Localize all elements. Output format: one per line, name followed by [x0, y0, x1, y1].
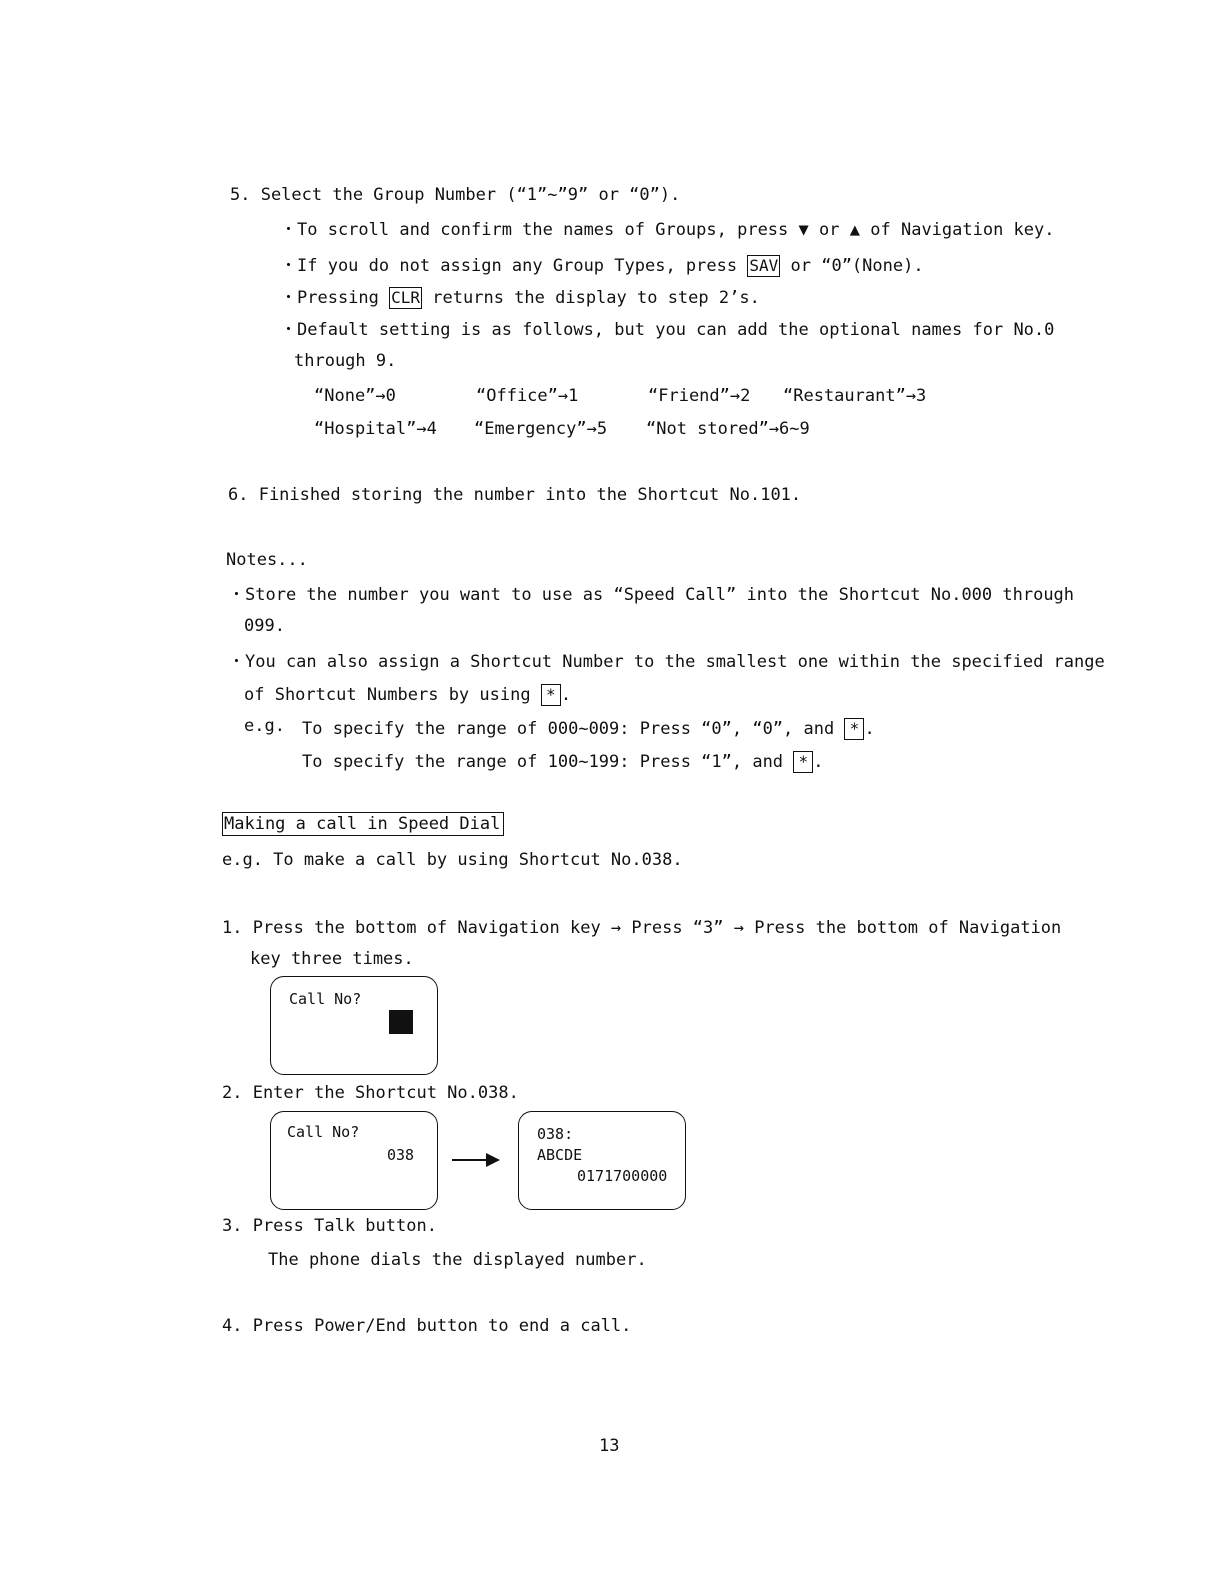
- note-speed-call: ・Store the number you want to use as “Speed Call” into the Shortcut No.000 through: [228, 585, 1075, 605]
- lcd-prompt: Call No?: [289, 990, 362, 1008]
- bullet-navkey-text: of Navigation key.: [870, 220, 1055, 240]
- note-assign: ・You can also assign a Shortcut Number to the smallest one within the specified range: [228, 652, 1105, 672]
- period: .: [560, 685, 572, 705]
- lcd-screen-entered: [270, 1111, 438, 1210]
- step5-heading: 5. Select the Group Number (“1”~”9” or “0”).: [230, 185, 681, 205]
- eg-range-100: [302, 751, 824, 773]
- step3-text: 3. Press Talk button.: [222, 1216, 437, 1236]
- group-hospital: “Hospital”→4: [314, 419, 437, 439]
- sav-key: SAV: [749, 256, 779, 275]
- speed-dial-example: e.g. To make a call by using Shortcut No.038.: [222, 850, 683, 870]
- lcd-phone-number: 0171700000: [577, 1167, 668, 1185]
- group-none: “None”→0: [314, 386, 396, 406]
- group-restaurant: “Restaurant”→3: [783, 386, 927, 406]
- bullet-scroll-text: ・To scroll and confirm the names of Groups, press: [280, 220, 789, 240]
- up-arrow-icon: ▲: [849, 220, 861, 240]
- step5-bullet-sav: [280, 255, 924, 277]
- step1-text: 1. Press the bottom of Navigation key → Press “3” → Press the bottom of Navigation: [222, 918, 1062, 938]
- bullet-or-text: or: [819, 220, 840, 240]
- page-number: 13: [599, 1436, 620, 1456]
- bullet-none-text: or “0”(None).: [790, 256, 924, 276]
- star-key: *: [793, 751, 813, 773]
- step5-bullet-clr: [280, 287, 760, 309]
- step1-text-cont: key three times.: [250, 949, 414, 969]
- group-friend: “Friend”→2: [648, 386, 751, 406]
- eg-range-000-text: To specify the range of 000~009: Press “0”, “0”, and: [302, 719, 835, 739]
- cursor-block-icon: [389, 1010, 413, 1034]
- group-office: “Office”→1: [476, 386, 579, 406]
- section-title-speed-dial: [222, 816, 504, 833]
- note-speed-call-cont: 099.: [244, 616, 285, 636]
- group-emergency: “Emergency”→5: [474, 419, 608, 439]
- note-assign-cont: [244, 684, 571, 706]
- step5-bullet-default: ・Default setting is as follows, but you can add the optional names for No.0: [280, 320, 1055, 340]
- period: .: [813, 752, 824, 772]
- step6-text: 6. Finished storing the number into the Shortcut No.101.: [228, 485, 802, 505]
- bullet-pressing-text: ・Pressing: [280, 288, 379, 308]
- step4-text: 4. Press Power/End button to end a call.: [222, 1316, 632, 1336]
- notes-title: Notes...: [226, 550, 308, 570]
- section-title-box: Making a call in Speed Dial: [222, 812, 504, 836]
- bullet-returns-text: returns the display to step 2’s.: [432, 288, 760, 308]
- eg-range-100-text: To specify the range of 100~199: Press “1”, and: [302, 752, 784, 772]
- period: .: [864, 719, 875, 739]
- lcd-prompt: Call No?: [287, 1123, 360, 1141]
- note-assign-cont-text: of Shortcut Numbers by using: [244, 685, 531, 705]
- clr-key: CLR: [391, 288, 421, 307]
- eg-range-000: [302, 718, 875, 740]
- eg-label: e.g.: [244, 716, 285, 736]
- lcd-contact-name: ABCDE: [537, 1146, 583, 1164]
- star-key: *: [844, 718, 864, 740]
- group-not-stored: “Not stored”→6~9: [646, 419, 810, 439]
- bullet-sav-text: ・If you do not assign any Group Types, press: [280, 256, 738, 276]
- lcd-entered-number: 038: [387, 1146, 415, 1164]
- lcd-screen-call-no: [270, 976, 438, 1075]
- lcd-screen-result: [518, 1111, 686, 1210]
- star-key: *: [541, 684, 561, 706]
- step5-bullet-scroll: [280, 222, 1055, 239]
- step3-subtext: The phone dials the displayed number.: [268, 1250, 647, 1270]
- step5-bullet-default-cont: through 9.: [294, 351, 397, 371]
- down-arrow-icon: ▼: [798, 220, 809, 240]
- step2-text: 2. Enter the Shortcut No.038.: [222, 1083, 519, 1103]
- right-arrow-icon: [450, 1150, 502, 1170]
- lcd-shortcut-no: 038:: [537, 1125, 574, 1143]
